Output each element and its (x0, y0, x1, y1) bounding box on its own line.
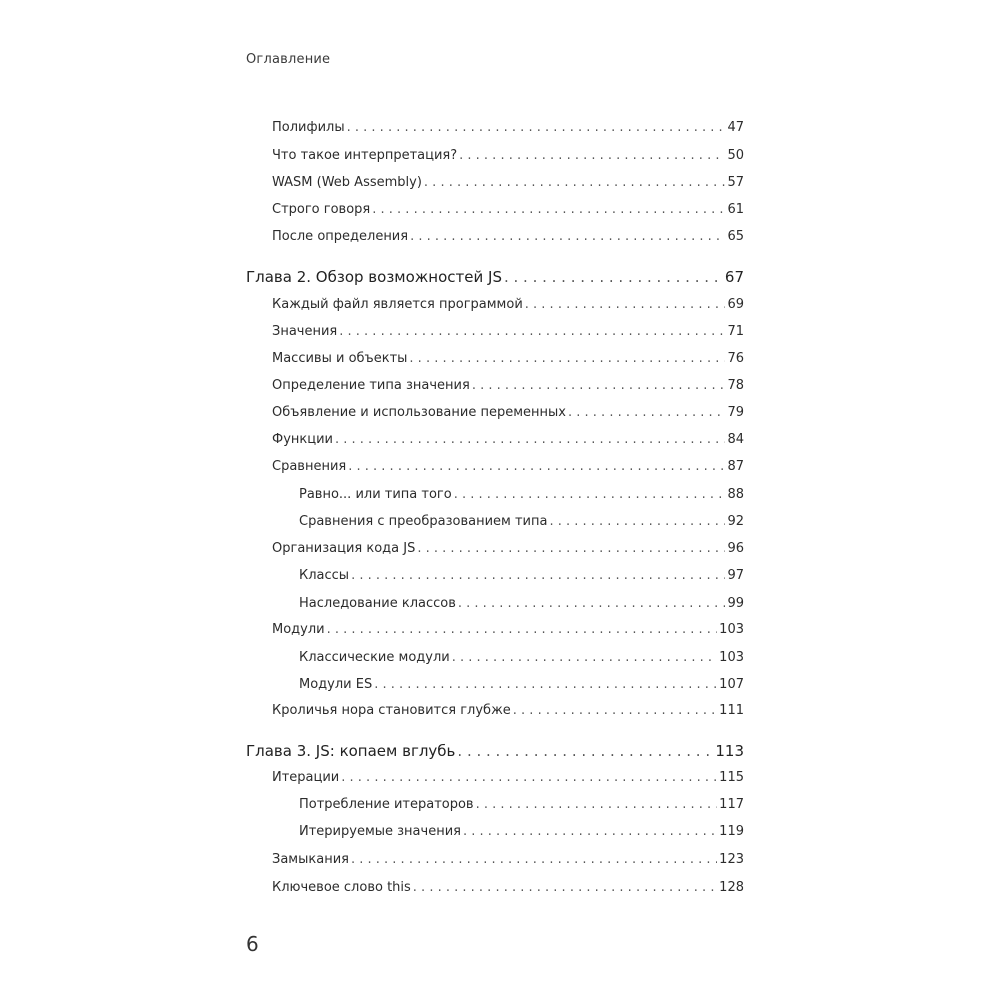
toc-entry (272, 202, 744, 217)
toc-entry-title: WASM (Web Assembly) (272, 175, 422, 190)
dot-leader (457, 742, 713, 760)
toc-entry-page: 71 (727, 324, 744, 339)
toc-entry-title: Классы (299, 568, 350, 583)
toc-entry-page: 99 (727, 596, 744, 611)
toc-entry (299, 677, 744, 692)
toc-entry-title: Кроличья нора становится глубже (272, 703, 511, 718)
toc-entry-title: Наследование классов (299, 596, 456, 611)
dot-leader (525, 297, 726, 312)
dot-leader (374, 677, 717, 692)
dot-leader (424, 175, 726, 190)
toc-entry (299, 824, 744, 839)
toc-entry-title: Организация кода JS (272, 541, 416, 556)
toc-entry-title: Функции (272, 432, 333, 447)
toc-entry-page: 117 (719, 797, 744, 812)
toc-entry-title: Определение типа значения (272, 378, 470, 393)
dot-leader (513, 703, 717, 718)
dot-leader (372, 202, 725, 217)
dot-leader (463, 824, 717, 839)
dot-leader (351, 568, 725, 583)
toc-entry-page: 123 (719, 852, 744, 867)
toc-entry-page: 115 (719, 770, 744, 785)
toc-entry-title: Строго говоря (272, 202, 371, 217)
toc-entry-title: Равно... или типа того (299, 487, 452, 502)
toc-entry (272, 405, 744, 420)
dot-leader (472, 378, 726, 393)
toc-chapter-entry (246, 742, 744, 760)
toc-entry-page: 69 (727, 297, 744, 312)
toc-entry-page: 79 (727, 405, 744, 420)
toc-entry-page: 57 (727, 175, 744, 190)
toc-entry (299, 568, 744, 583)
toc-entry-title: После определения (272, 229, 409, 244)
toc-entry (272, 770, 744, 785)
dot-leader (454, 487, 726, 502)
toc-entry (272, 324, 744, 339)
toc-entry (272, 541, 744, 556)
dot-leader (458, 596, 726, 611)
toc-entry (299, 797, 744, 812)
toc-entry (272, 351, 744, 366)
dot-leader (459, 148, 725, 163)
toc-entry-title: Итерации (272, 770, 340, 785)
dot-leader (327, 622, 718, 637)
page-number: 6 (246, 932, 259, 956)
toc-entry (299, 650, 744, 665)
toc-entry-title: Сравнения с преобразованием типа (299, 514, 548, 529)
toc-entry (299, 487, 744, 502)
toc-entry-page: 65 (727, 229, 744, 244)
toc-entry (272, 459, 744, 474)
dot-leader (335, 432, 725, 447)
toc-entry-page: 67 (724, 268, 744, 286)
toc-entry-title: Потребление итераторов (299, 797, 474, 812)
dot-leader (347, 120, 726, 135)
dot-leader (409, 351, 725, 366)
dot-leader (504, 268, 723, 286)
toc-entry-title: Значения (272, 324, 338, 339)
toc-entry-page: 119 (719, 824, 744, 839)
dot-leader (348, 459, 725, 474)
toc-entry-page: 47 (727, 120, 744, 135)
toc-entry-page: 76 (727, 351, 744, 366)
toc-entry-title: Каждый файл является программой (272, 297, 523, 312)
toc-entry (272, 703, 744, 718)
toc-entry-title: Модули ES (299, 677, 373, 692)
toc-entry (272, 120, 744, 135)
dot-leader (339, 324, 725, 339)
toc-entry-page: 92 (727, 514, 744, 529)
toc-entry-page: 84 (727, 432, 744, 447)
toc-entry-page: 87 (727, 459, 744, 474)
toc-entry-page: 128 (719, 880, 744, 895)
toc-entry-title: Замыкания (272, 852, 349, 867)
toc-entry-title: Массивы и объекты (272, 351, 408, 366)
toc-entry (299, 596, 744, 611)
toc-entry-page: 113 (715, 742, 744, 760)
toc-entry (272, 148, 744, 163)
toc-entry (272, 229, 744, 244)
toc-entry-page: 96 (727, 541, 744, 556)
toc-entry-title: Что такое интерпретация? (272, 148, 458, 163)
toc-entry-title: Глава 3. JS: копаем вглубь (246, 742, 456, 760)
toc-entry-title: Сравнения (272, 459, 347, 474)
toc-entry-page: 103 (719, 622, 744, 637)
toc-entry (299, 514, 744, 529)
dot-leader (417, 541, 725, 556)
toc-entry-title: Объявление и использование переменных (272, 405, 566, 420)
toc-entry-page: 61 (727, 202, 744, 217)
toc-entry-title: Полифилы (272, 120, 345, 135)
dot-leader (568, 405, 725, 420)
toc-entry-page: 103 (719, 650, 744, 665)
toc-entry-title: Классические модули (299, 650, 450, 665)
toc-entry-page: 88 (727, 487, 744, 502)
toc-entry (272, 622, 744, 637)
dot-leader (413, 880, 717, 895)
toc-entry-page: 111 (719, 703, 744, 718)
dot-leader (351, 852, 717, 867)
dot-leader (452, 650, 717, 665)
toc-entry-page: 107 (719, 677, 744, 692)
toc-entry (272, 175, 744, 190)
toc-entry (272, 432, 744, 447)
toc-entry-page: 78 (727, 378, 744, 393)
toc-entry (272, 297, 744, 312)
toc-entry-title: Итерируемые значения (299, 824, 461, 839)
toc-entry-title: Глава 2. Обзор возможностей JS (246, 268, 502, 286)
dot-leader (341, 770, 717, 785)
toc-entry-page: 50 (727, 148, 744, 163)
dot-leader (549, 514, 725, 529)
toc-entry (272, 852, 744, 867)
toc-entry (272, 880, 744, 895)
toc-entry (272, 378, 744, 393)
running-head: Оглавление (246, 52, 331, 67)
dot-leader (410, 229, 725, 244)
toc-entry-title: Ключевое слово this (272, 880, 411, 895)
dot-leader (476, 797, 718, 812)
toc-chapter-entry (246, 268, 744, 286)
toc-entry-page: 97 (727, 568, 744, 583)
toc-entry-title: Модули (272, 622, 325, 637)
